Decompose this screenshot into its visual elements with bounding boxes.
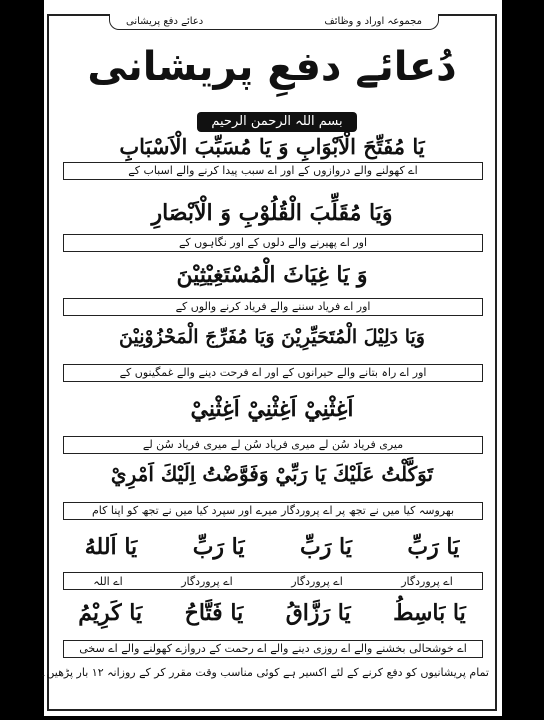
divine-names-row-1 — [57, 534, 487, 560]
arabic-line-5: اَغِثْنِيْ اَغِثْنِيْ اَغِثْنِيْ — [190, 396, 354, 422]
divine-names-row-2 — [57, 600, 487, 626]
meaning-1: اے پروردگار — [401, 574, 453, 588]
page-title: دُعائے دفعِ پریشانی — [87, 44, 457, 90]
header-strip — [109, 14, 439, 30]
bismillah-banner: بسم اللہ الرحمن الرحیم — [197, 112, 357, 132]
urdu-line-4: اور اے راہ بتانے والے حیرانوں کے اور اے فرحت دینے والے غمگینوں کے — [63, 364, 483, 382]
urdu-line-1: اے کھولنے والے دروازوں کے اور اے سبب پیدا کرنے والے اسباب کے — [63, 162, 483, 180]
page-border — [39, 14, 497, 711]
name-2: يَا رَبِّ — [300, 534, 352, 560]
arabic-line-6: تَوَكَّلْتُ عَلَيْكَ يَا رَبِّيْ وَفَوَّضْتُ اِلَيْكَ اَمْرِيْ — [110, 462, 434, 486]
header-right-text: مجموعہ اوراد و وظائف — [324, 16, 422, 27]
urdu-line-2: اور اے پھیرنے والے دلوں کے اور نگاہوں کے — [63, 234, 483, 252]
name-6: يَا رَزَّاقُ — [285, 600, 351, 626]
meaning-2: اے پروردگار — [291, 574, 343, 588]
meaning-3: اے پروردگار — [181, 574, 233, 588]
document-page — [39, 0, 502, 716]
footer-instruction: تمام پریشانیوں کو دفع کرنے کے لئے اکسیر ہے کوئی مناسب وقت مقرر کر کے روزانہ ۱۲ بار پڑھیں۔ — [39, 666, 489, 679]
header-left-text: دعائے دفع پریشانی — [126, 16, 204, 27]
urdu-line-5: میری فریاد سُن لے میری فریاد سُن لے میری فریاد سُن لے — [63, 436, 483, 454]
meanings-row-2: اے خوشحالی بخشنے والے اے روزی دینے والے اے رحمت کے دروازے کھولنے والے اے سخی — [63, 640, 483, 658]
arabic-line-3: وَ يَا غِيَاثَ الْمُسْتَغِيْثِيْنَ — [176, 262, 368, 288]
arabic-line-1: يَا مُفَتِّحَ الْاَبْوَابِ وَ يَا مُسَبِّبَ الْاَسْبَابِ — [119, 134, 425, 159]
name-3: يَا رَبِّ — [192, 534, 245, 560]
meaning-4: اے اللہ — [93, 574, 123, 588]
meanings-row-1 — [63, 572, 483, 590]
name-7: يَا فَتَّاحُ — [184, 600, 244, 626]
arabic-line-4: وَيَا دَلِيْلَ الْمُتَحَيِّرِيْنَ وَيَا مُفَرِّجَ الْمَحْزُوْنِيْنَ — [119, 326, 425, 348]
urdu-line-6: بھروسہ کیا میں نے تجھ پر اے پروردگار میرے اور سپرد کیا میں نے تجھ کو اپنا کام — [63, 502, 483, 520]
urdu-line-3: اور اے فریاد سننے والے فریاد کرنے والوں کے — [63, 298, 483, 316]
name-1: يَا رَبِّ — [407, 534, 460, 560]
name-8: يَا كَرِيْمُ — [78, 600, 143, 626]
name-5: يَا بَاسِطُ — [393, 600, 466, 626]
arabic-line-2: وَيَا مُقَلِّبَ الْقُلُوْبِ وَ الْاَبْصَارِ — [151, 200, 393, 226]
name-4: يَا اَللهُ — [84, 534, 138, 560]
